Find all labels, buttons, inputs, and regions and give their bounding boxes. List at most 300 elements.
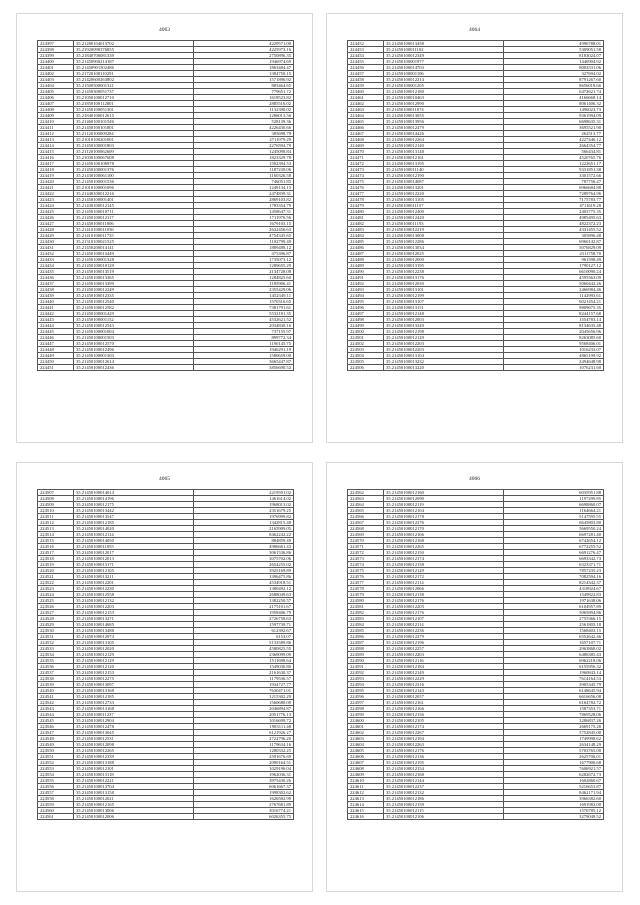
id-cell: 224439: [38, 293, 74, 299]
amount-cell: 1560680.00: [194, 700, 294, 706]
amount-cell: 2165909.05: [194, 526, 294, 532]
id-cell: 224482: [348, 221, 384, 227]
code-cell: 35.21120100009284: [74, 131, 194, 137]
amount-cell: 2466984.46: [504, 287, 604, 293]
amount-cell: 779651.72: [194, 89, 294, 95]
code-cell: 35.21120100062609: [74, 149, 194, 155]
id-cell: 224563: [348, 496, 384, 502]
code-cell: 35.21450100012990: [384, 101, 504, 107]
amount-cell: 2090164.51: [194, 760, 294, 766]
id-cell: 224561: [38, 814, 74, 820]
code-cell: 35.21450100012165: [74, 802, 194, 808]
id-cell: 224407: [38, 101, 74, 107]
amount-cell: 8791267.60: [504, 77, 604, 83]
id-cell: 224533: [38, 646, 74, 652]
code-cell: 35.21450100012176: [384, 610, 504, 616]
document-page-4064: [326, 13, 623, 443]
code-cell: 35.21450100012229: [384, 676, 504, 682]
amount-cell: 8183024.07: [504, 53, 604, 59]
code-cell: 35.21450100012178: [384, 514, 504, 520]
code-cell: 35.21450100012170: [384, 526, 504, 532]
code-cell: 35.21450100012172: [384, 574, 504, 580]
amount-cell: 6121926.27: [194, 730, 294, 736]
amount-cell: 1618523.82: [194, 95, 294, 101]
code-cell: 35.21450100001205: [384, 83, 504, 89]
id-cell: 224610: [348, 778, 384, 784]
amount-cell: 1016699.72: [194, 718, 294, 724]
code-cell: 35.21450100001376: [74, 167, 194, 173]
code-cell: 35.21450100012116: [384, 658, 504, 664]
code-cell: 35.21450100012013: [74, 556, 194, 562]
amount-cell: 6155956.32: [504, 664, 604, 670]
id-cell: 224558: [38, 796, 74, 802]
id-cell: 224523: [38, 586, 74, 592]
code-cell: 35.21450100106978: [74, 161, 194, 167]
code-cell: 35.21450100012479: [384, 125, 504, 131]
code-cell: 35.21450100012166: [384, 706, 504, 712]
id-cell: 224590: [348, 658, 384, 664]
code-cell: 35.21450100012138: [384, 592, 504, 598]
id-cell: 224423: [38, 197, 74, 203]
code-cell: 35.21450100011074: [384, 107, 504, 113]
code-cell: 35.21450100012316: [384, 682, 504, 688]
id-cell: 224414: [38, 143, 74, 149]
code-cell: 35.21450100012904: [74, 718, 194, 724]
amount-cell: 5065894.86: [504, 610, 604, 616]
amount-cell: 1735073.12: [194, 257, 294, 263]
amount-cell: 6610090.24: [504, 269, 604, 275]
code-cell: 35.21450100012214: [384, 77, 504, 83]
code-cell: 35.21450100012115: [384, 808, 504, 814]
amount-cell: 2722796.20: [194, 736, 294, 742]
id-cell: 224536: [38, 664, 74, 670]
id-cell: 224583: [348, 616, 384, 622]
id-cell: 224416: [38, 155, 74, 161]
id-cell: 224477: [348, 191, 384, 197]
amount-cell: 9331851.38: [504, 167, 604, 173]
code-cell: 35.21460100101546: [74, 119, 194, 125]
table-row: [348, 814, 604, 820]
code-cell: 35.21450100012184: [384, 664, 504, 670]
amount-cell: 1179536.57: [194, 676, 294, 682]
amount-cell: 4754345.65: [194, 233, 294, 239]
amount-cell: 305896.48: [504, 233, 604, 239]
amount-cell: 5752845.00: [504, 730, 604, 736]
id-cell: 224548: [38, 736, 74, 742]
amount-cell: 1983111.48: [194, 724, 294, 730]
id-cell: 224471: [348, 155, 384, 161]
amount-cell: 6698860.07: [504, 502, 604, 508]
code-cell: 35.21450100013349: [384, 323, 504, 329]
id-cell: 224544: [38, 712, 74, 718]
id-cell: 224592: [348, 670, 384, 676]
amount-cell: 566434.81: [504, 149, 604, 155]
amount-cell: 1380492.12: [194, 586, 294, 592]
amount-cell: 2963868.02: [504, 646, 604, 652]
code-cell: 35.21450100011140: [384, 167, 504, 173]
id-cell: 224487: [348, 251, 384, 257]
amount-cell: 6061667.37: [194, 784, 294, 790]
code-cell: 35.21450100101801: [74, 125, 194, 131]
document-page-4063: [16, 13, 313, 443]
code-cell: 35.21450100014050: [74, 538, 194, 544]
amount-cell: 2355429.06: [194, 287, 294, 293]
code-cell: 35.21010100001096: [74, 185, 194, 191]
code-cell: 35.21450100012974: [74, 634, 194, 640]
id-cell: 224575: [348, 568, 384, 574]
id-cell: 224426: [38, 215, 74, 221]
code-cell: 35.21450100013151: [384, 305, 504, 311]
id-cell: 224513: [38, 526, 74, 532]
id-cell: 224409: [38, 113, 74, 119]
amount-cell: 961598.49: [504, 257, 604, 263]
id-cell: 224514: [38, 532, 74, 538]
id-cell: 224479: [348, 203, 384, 209]
code-cell: 35.21450100012148: [384, 311, 504, 317]
amount-cell: 5147595.55: [504, 514, 604, 520]
code-cell: 35.21450100012265: [74, 748, 194, 754]
code-cell: 35.21450100012153: [74, 670, 194, 676]
page-number-title: 4063: [159, 27, 170, 33]
amount-cell: 2654255.02: [194, 562, 294, 568]
amount-cell: 1549822.83: [504, 592, 604, 598]
amount-cell: 9568406.01: [504, 341, 604, 347]
code-cell: 35.21050100012710: [74, 95, 194, 101]
amount-cell: 1960843.14: [504, 670, 604, 676]
code-cell: 35.21450100001429: [74, 311, 194, 317]
id-cell: 224419: [38, 173, 74, 179]
id-cell: 224432: [38, 251, 74, 257]
code-cell: 35.21450100012129: [384, 335, 504, 341]
code-cell: 35.21450100012176: [384, 748, 504, 754]
code-cell: 35.21450100013442: [74, 508, 194, 514]
id-cell: 224402: [38, 71, 74, 77]
amount-cell: 6691276.47: [504, 550, 604, 556]
id-cell: 224491: [348, 275, 384, 281]
id-cell: 224521: [38, 574, 74, 580]
amount-cell: 1691982.00: [504, 802, 604, 808]
id-cell: 224412: [38, 131, 74, 137]
id-cell: 224542: [38, 700, 74, 706]
code-cell: 35.21450100013006: [74, 808, 194, 814]
code-cell: 35.21450100012196: [384, 640, 504, 646]
amount-cell: 2591676.69: [194, 754, 294, 760]
code-cell: 35.21450100011157: [384, 203, 504, 209]
amount-cell: 4580825.55: [194, 646, 294, 652]
code-cell: 35.21450100013105: [384, 197, 504, 203]
code-cell: 35.21450100001536: [74, 179, 194, 185]
amount-cell: 6323371.71: [504, 562, 604, 568]
amount-cell: 1190145.75: [194, 341, 294, 347]
code-cell: 35.21450100012265: [384, 544, 504, 550]
id-cell: 224576: [348, 574, 384, 580]
id-cell: 224507: [38, 490, 74, 496]
id-cell: 224401: [38, 65, 74, 71]
amount-cell: 6472621.74: [504, 89, 604, 95]
amount-cell: 1164664.21: [504, 508, 604, 514]
id-cell: 224465: [348, 119, 384, 125]
id-cell: 224461: [348, 95, 384, 101]
id-cell: 224454: [348, 53, 384, 59]
id-cell: 224408: [38, 107, 74, 113]
code-cell: 35.21450100012021: [74, 796, 194, 802]
id-cell: 224462: [348, 101, 384, 107]
code-cell: 35.21450100013045: [74, 730, 194, 736]
amount-cell: 8134635.48: [504, 323, 604, 329]
id-cell: 224508: [38, 496, 74, 502]
amount-cell: 2369099.09: [194, 652, 294, 658]
id-cell: 224569: [348, 532, 384, 538]
amount-cell: 2051776.13: [194, 712, 294, 718]
id-cell: 224502: [348, 341, 384, 347]
code-cell: 35.21450100012203: [74, 604, 194, 610]
code-cell: 35.21280104013702: [74, 41, 194, 47]
amount-cell: 6282672.73: [504, 772, 604, 778]
id-cell: 224478: [348, 197, 384, 203]
id-cell: 224429: [38, 233, 74, 239]
amount-cell: 1384750.15: [194, 71, 294, 77]
code-cell: 35.21450100012140: [384, 143, 504, 149]
amount-cell: 3301572.66: [504, 173, 604, 179]
amount-cell: 4225973.16: [194, 47, 294, 53]
id-cell: 224602: [348, 730, 384, 736]
code-cell: 35.21450200014141: [74, 245, 194, 251]
id-cell: 224417: [38, 161, 74, 167]
amount-cell: 3286837.26: [504, 718, 604, 724]
code-cell: 35.21450100013158: [74, 790, 194, 796]
amount-cell: 2161630.37: [194, 670, 294, 676]
amount-cell: 5532181.35: [194, 311, 294, 317]
amount-cell: 2750896.35: [194, 53, 294, 59]
amount-cell: 884859.49: [194, 538, 294, 544]
amount-cell: 6021454.21: [504, 299, 604, 305]
code-cell: 35.21030100067608: [74, 155, 194, 161]
amount-cell: 1187230.06: [194, 167, 294, 173]
code-cell: 35.21450100012185: [74, 694, 194, 700]
page-number-title: 4066: [469, 476, 480, 482]
id-cell: 224550: [38, 748, 74, 754]
code-cell: 35.21450100012496: [74, 347, 194, 353]
amount-cell: 1863484.47: [194, 65, 294, 71]
amount-cell: 8244157.68: [504, 311, 604, 317]
id-cell: 224512: [38, 520, 74, 526]
id-cell: 224552: [38, 760, 74, 766]
amount-cell: 1496023.73: [504, 107, 604, 113]
id-cell: 224413: [38, 137, 74, 143]
id-cell: 224593: [348, 676, 384, 682]
code-cell: 35.21450100013195: [384, 161, 504, 167]
amount-cell: 2726758.63: [194, 616, 294, 622]
code-cell: 35.21450100012090: [384, 496, 504, 502]
amount-cell: 3925169.89: [194, 568, 294, 574]
code-cell: 35.21450100012221: [74, 778, 194, 784]
id-cell: 224431: [38, 245, 74, 251]
amount-cell: 2046894.87: [194, 706, 294, 712]
code-cell: 35.21450100014426: [384, 131, 504, 137]
code-cell: 35.21450100013097: [74, 682, 194, 688]
id-cell: 224577: [348, 580, 384, 586]
data-table: [347, 40, 604, 371]
code-cell: 35.21450100012107: [384, 616, 504, 622]
code-cell: 35.21450100012117: [74, 215, 194, 221]
amount-cell: 1215302.29: [194, 694, 294, 700]
id-cell: 224467: [348, 131, 384, 137]
id-cell: 224448: [38, 347, 74, 353]
amount-cell: 4331455.52: [504, 227, 604, 233]
id-cell: 224497: [348, 311, 384, 317]
id-cell: 224474: [348, 173, 384, 179]
amount-cell: 1502394.53: [194, 161, 294, 167]
code-cell: 35.21450100012168: [384, 772, 504, 778]
id-cell: 224596: [348, 694, 384, 700]
code-cell: 35.21450100013399: [74, 281, 194, 287]
code-cell: 35.21450901502486: [74, 65, 194, 71]
amount-cell: 6486385.43: [504, 652, 604, 658]
id-cell: 224560: [38, 808, 74, 814]
code-cell: 35.21450100012136: [384, 754, 504, 760]
id-cell: 224541: [38, 694, 74, 700]
id-cell: 224458: [348, 77, 384, 83]
code-cell: 35.21450100012203: [384, 604, 504, 610]
code-cell: 35.21450100012279: [384, 634, 504, 640]
code-cell: 35.21450100012114: [74, 532, 194, 538]
id-cell: 224580: [348, 598, 384, 604]
amount-cell: 2494648.98: [504, 359, 604, 365]
code-cell: 35.21450100014685: [74, 622, 194, 628]
id-cell: 224598: [348, 706, 384, 712]
amount-cell: 1076231.60: [504, 365, 604, 371]
amount-cell: 6026355.75: [194, 814, 294, 820]
amount-cell: 6772255.52: [504, 544, 604, 550]
amount-cell: 6035951.88: [504, 490, 604, 496]
code-cell: 35.21450100013101: [384, 287, 504, 293]
id-cell: 224591: [348, 664, 384, 670]
amount-cell: 1016233.07: [504, 347, 604, 353]
id-cell: 224399: [38, 53, 74, 59]
id-cell: 224496: [348, 305, 384, 311]
id-cell: 224613: [348, 796, 384, 802]
id-cell: 224485: [348, 239, 384, 245]
code-cell: 35.21450100011193: [384, 221, 504, 227]
amount-cell: 3695521.90: [504, 125, 604, 131]
id-cell: 224516: [38, 544, 74, 550]
table-row: [38, 365, 294, 371]
id-cell: 224475: [348, 179, 384, 185]
id-cell: 224430: [38, 239, 74, 245]
code-cell: 35.21450100012105: [384, 718, 504, 724]
id-cell: 224586: [348, 634, 384, 640]
id-cell: 224500: [348, 329, 384, 335]
id-cell: 224435: [38, 269, 74, 275]
id-cell: 224579: [348, 592, 384, 598]
id-cell: 224415: [38, 149, 74, 155]
code-cell: 35.21450100001977: [384, 59, 504, 65]
code-cell: 35.21450100012230: [74, 586, 194, 592]
code-cell: 35.21450100012400: [384, 209, 504, 215]
id-cell: 224520: [38, 568, 74, 574]
id-cell: 224463: [348, 107, 384, 113]
amount-cell: 6697281.40: [504, 532, 604, 538]
code-cell: 35.21450100012257: [384, 646, 504, 652]
code-cell: 35.21450100012186: [384, 796, 504, 802]
amount-cell: 1946291.19: [194, 347, 294, 353]
amount-cell: 528139.36: [194, 119, 294, 125]
code-cell: 35.21450100014196: [74, 496, 194, 502]
id-cell: 224574: [348, 562, 384, 568]
code-cell: 35.21920090376855: [74, 47, 194, 53]
id-cell: 224604: [348, 742, 384, 748]
id-cell: 224611: [348, 784, 384, 790]
id-cell: 224489: [348, 263, 384, 269]
amount-cell: 1396475.86: [194, 574, 294, 580]
code-cell: 35.21450100013055: [384, 113, 504, 119]
code-cell: 35.21450100012238: [384, 269, 504, 275]
id-cell: 224406: [38, 95, 74, 101]
amount-cell: 1446904.92: [504, 59, 604, 65]
amount-cell: 2311758.70: [504, 251, 604, 257]
id-cell: 224545: [38, 718, 74, 724]
code-cell: 35.21450100001503: [74, 335, 194, 341]
amount-cell: 3016774.21: [194, 808, 294, 814]
amount-cell: 1946974.69: [194, 59, 294, 65]
code-cell: 35.21450100012176: [384, 598, 504, 604]
amount-cell: 7869528.06: [504, 712, 604, 718]
id-cell: 224584: [348, 622, 384, 628]
id-cell: 224517: [38, 550, 74, 556]
amount-cell: 1185906.41: [194, 281, 294, 287]
amount-cell: 1587353.71: [504, 706, 604, 712]
amount-cell: 1790127.12: [504, 263, 604, 269]
amount-cell: 6645803.80: [504, 520, 604, 526]
code-cell: 35.21450100013168: [74, 706, 194, 712]
code-cell: 35.21450100012267: [384, 730, 504, 736]
amount-cell: 1571896.92: [194, 77, 294, 83]
code-cell: 35.21450100014014: [74, 490, 194, 496]
amount-cell: 6966684.88: [504, 185, 604, 191]
amount-cell: 3061536.86: [194, 550, 294, 556]
id-cell: 224538: [38, 676, 74, 682]
amount-cell: 2767681.89: [194, 802, 294, 808]
amount-cell: 8002531.06: [504, 65, 604, 71]
amount-cell: 1783354.79: [194, 203, 294, 209]
amount-cell: 7857235.23: [504, 568, 604, 574]
amount-cell: 7175783.77: [504, 197, 604, 203]
id-cell: 224529: [38, 622, 74, 628]
code-cell: 35.21450100051301: [74, 107, 194, 113]
id-cell: 224510: [38, 508, 74, 514]
id-cell: 224519: [38, 562, 74, 568]
amount-cell: 327694.02: [504, 71, 604, 77]
id-cell: 224531: [38, 634, 74, 640]
amount-cell: 1657107.71: [504, 640, 604, 646]
code-cell: 35.21450100013547: [74, 514, 194, 520]
id-cell: 224503: [348, 347, 384, 353]
amount-cell: 6164782.72: [504, 700, 604, 706]
id-cell: 224614: [348, 802, 384, 808]
amount-cell: 5133589.86: [194, 640, 294, 646]
id-cell: 224534: [38, 652, 74, 658]
id-cell: 224588: [348, 646, 384, 652]
amount-cell: 1511698.64: [194, 658, 294, 664]
id-cell: 224581: [348, 604, 384, 610]
amount-cell: 4985495.63: [504, 215, 604, 221]
data-table: [37, 489, 294, 820]
id-cell: 224434: [38, 263, 74, 269]
id-cell: 224398: [38, 47, 74, 53]
id-cell: 224480: [348, 209, 384, 215]
id-cell: 224438: [38, 287, 74, 293]
code-cell: 35.21450100012420: [384, 215, 504, 221]
